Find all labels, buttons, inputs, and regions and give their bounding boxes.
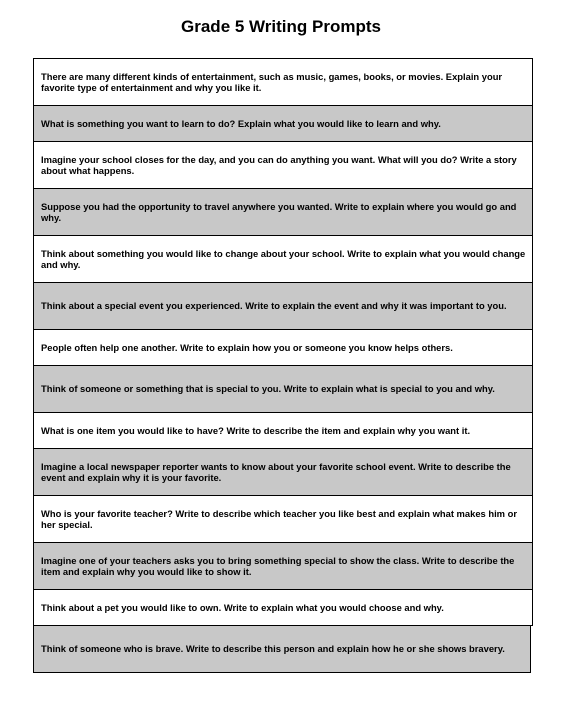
prompt-row: Think of someone or something that is special to you. Write to explain what is special to you and why. (33, 366, 533, 413)
prompt-row: Imagine a local newspaper reporter wants to know about your favorite school event. Write to describe the event and explain why it is your favorite. (33, 449, 533, 496)
prompt-row: Imagine your school closes for the day, and you can do anything you want. What will you do? Write a story about what happens. (33, 142, 533, 189)
prompt-row: What is something you want to learn to do? Explain what you would like to learn and why. (33, 106, 533, 142)
prompt-row: Think of someone who is brave. Write to describe this person and explain how he or she shows bravery. (33, 626, 531, 673)
prompt-row: Imagine one of your teachers asks you to bring something special to show the class. Write to describe the item and explain why you would like to show it. (33, 543, 533, 590)
prompt-row: Suppose you had the opportunity to travel anywhere you wanted. Write to explain where you would go and why. (33, 189, 533, 236)
prompt-row: Who is your favorite teacher? Write to describe which teacher you like best and explain what makes him or her special. (33, 496, 533, 543)
prompt-row: Think about a special event you experienced. Write to explain the event and why it was important to you. (33, 283, 533, 330)
prompt-row: People often help one another. Write to explain how you or someone you know helps others. (33, 330, 533, 366)
prompt-row: Think about something you would like to change about your school. Write to explain what you would change and why. (33, 236, 533, 283)
page-title: Grade 5 Writing Prompts (181, 17, 381, 36)
prompt-row: There are many different kinds of entertainment, such as music, games, books, or movies. Explain your favorite type of entertainment and why you like it. (33, 59, 533, 106)
prompt-row: What is one item you would like to have? Write to describe the item and explain why you want it. (33, 413, 533, 449)
prompt-row: Think about a pet you would like to own. Write to explain what you would choose and why. (33, 590, 533, 626)
prompt-table (33, 58, 533, 673)
